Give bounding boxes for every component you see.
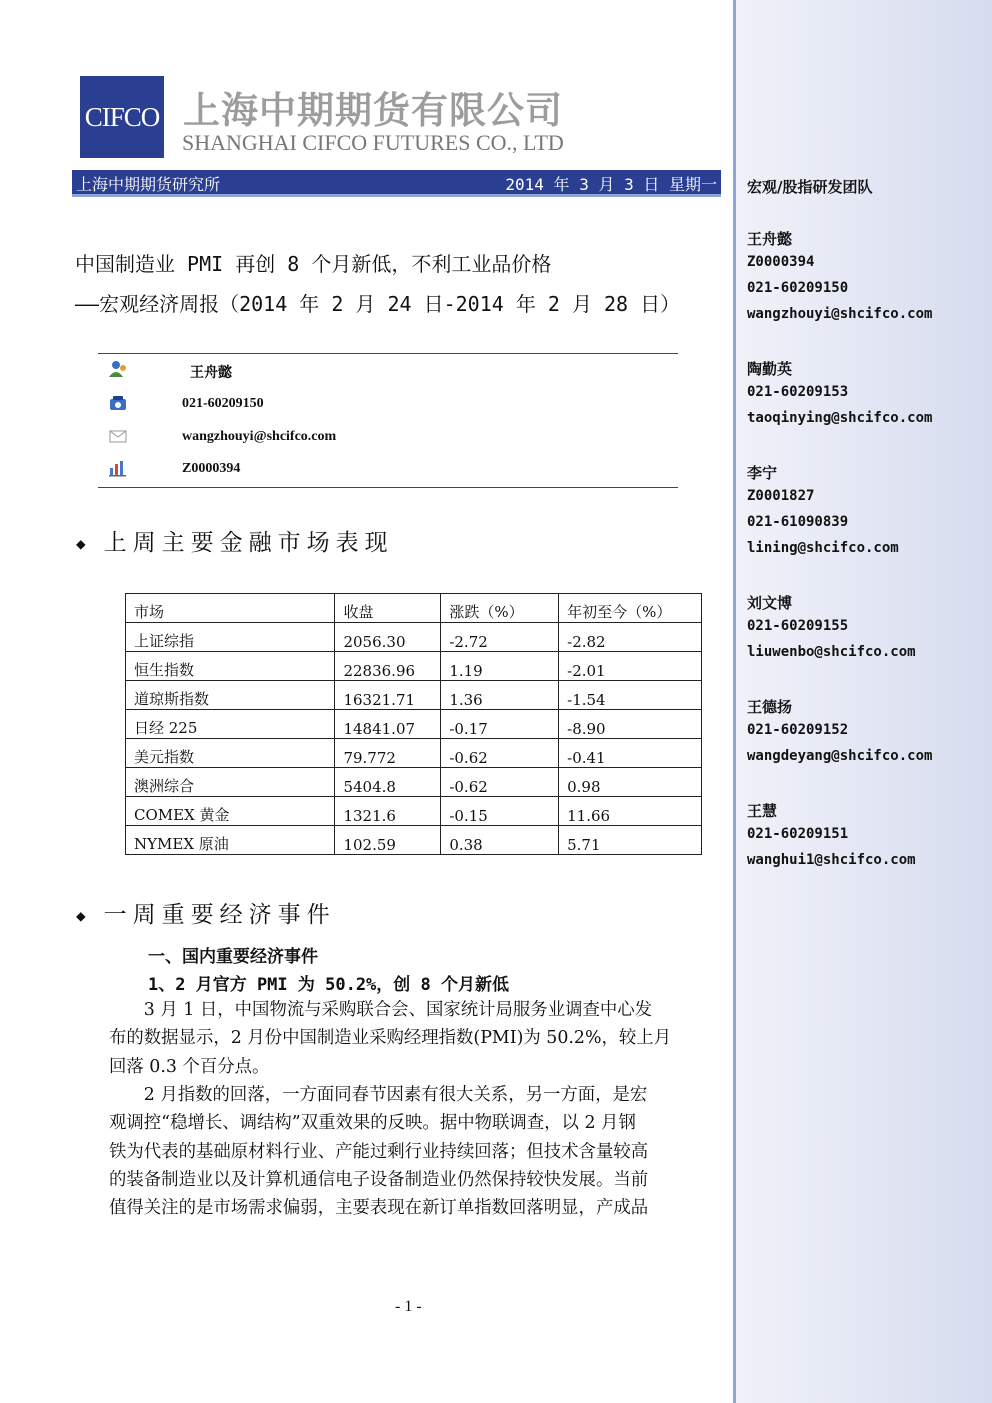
paragraph-line: 的装备制造业以及计算机通信电子设备制造业仍然保持较快发展。当前 [109,1169,649,1190]
author-info-box [98,353,678,488]
table-cell: 102.59 [335,826,441,855]
table-row [126,652,702,681]
paragraph-line: 3 月 1 日，中国物流与采购联合会、国家统计局服务业调查中心发 [109,1000,653,1020]
table-cell: -0.62 [441,739,559,768]
table-cell: 澳洲综合 [126,768,335,797]
table-cell: 恒生指数 [126,652,335,681]
table-row [126,826,702,855]
header-bar [72,170,721,197]
institute-name: 上海中期期货研究所 [76,175,221,194]
table-cell: 2056.30 [335,623,441,652]
sidebar-phone: 021-60209150 [747,280,849,296]
sidebar-member-name: 王舟懿 [747,230,793,248]
table-cell: -2.72 [441,623,559,652]
paragraph-line: 布的数据显示，2 月份中国制造业采购经理指数(PMI)为 50.2%，较上月 [109,1028,672,1049]
table-cell: -0.15 [441,797,559,826]
mail-icon [108,427,128,445]
paragraph-line: 2 月指数的回落，一方面同春节因素有很大关系，另一方面，是宏 [109,1085,648,1105]
table-cell: 1.19 [441,652,559,681]
sidebar-license: Z0000394 [747,254,815,270]
table-cell: 0.38 [441,826,559,855]
table-cell: -8.90 [559,710,702,739]
sidebar-phone: 021-60209152 [747,722,849,738]
pmi-paragraph-1 [109,996,723,1081]
table-cell: 0.98 [559,768,702,797]
table-row [126,681,702,710]
table-cell: -0.62 [441,768,559,797]
sidebar-member-name: 刘文博 [747,594,793,612]
table-header-cell: 年初至今（%） [559,594,702,623]
table-row [126,797,702,826]
sidebar-email[interactable]: wanghui1@shcifco.com [747,852,916,868]
sidebar-member-name: 王慧 [747,802,778,820]
sidebar-email[interactable]: wangdeyang@shcifco.com [747,748,933,764]
table-row [126,768,702,797]
section-events-title: 一周重要经济事件 [103,902,336,928]
report-subtitle: ——宏观经济周报（2014 年 2 月 24 日-2014 年 2 月 28 日） [75,292,681,316]
sidebar-member-name: 陶勤英 [747,360,793,378]
paragraph-line: 铁为代表的基础原材料行业、产能过剩行业持续回落；但技术含量较高 [109,1141,649,1162]
sidebar-team-title: 宏观/股指研发团队 [747,178,873,196]
pmi-event-heading: 1、2 月官方 PMI 为 50.2%，创 8 个月新低 [148,975,509,995]
domestic-events-heading: 一、国内重要经济事件 [148,947,318,967]
paragraph-line: 观调控“稳增长、调结构”双重效果的反映。据中物联调查，以 2 月钢 [109,1113,636,1134]
table-cell: -0.41 [559,739,702,768]
market-table [125,593,702,855]
table-cell: 上证综指 [126,623,335,652]
table-cell: 5404.8 [335,768,441,797]
table-cell: -2.82 [559,623,702,652]
sidebar-member-name: 王德扬 [747,698,793,716]
table-header-cell: 涨跌（%） [441,594,559,623]
table-cell: -0.17 [441,710,559,739]
table-cell: 11.66 [559,797,702,826]
page-number: - 1 - [395,1298,422,1315]
sidebar-email[interactable]: wangzhouyi@shcifco.com [747,306,933,322]
report-date: 2014 年 3 月 3 日 星期一 [505,175,717,194]
author-email[interactable]: wangzhouyi@shcifco.com [182,429,337,444]
table-cell: 日经 225 [126,710,335,739]
table-cell: NYMEX 原油 [126,826,335,855]
section-market-heading [76,524,394,557]
pmi-paragraph-2 [109,1081,723,1222]
table-cell: 16321.71 [335,681,441,710]
sidebar-phone: 021-60209153 [747,384,849,400]
sidebar-email[interactable]: liuwenbo@shcifco.com [747,644,916,660]
author-phone: 021-60209150 [182,396,264,411]
company-name-cn: 上海中期期货有限公司 [183,89,563,132]
person-icon [108,360,128,378]
sidebar-member-name: 李宁 [747,464,778,482]
chart-icon [108,459,128,477]
paragraph-line: 值得关注的是市场需求偏弱，主要表现在新订单指数回落明显，产成品 [109,1198,649,1219]
sidebar-phone: 021-61090839 [747,514,849,530]
table-row [126,739,702,768]
author-name: 王舟懿 [190,366,232,381]
table-cell: 22836.96 [335,652,441,681]
table-header-cell: 市场 [126,594,335,623]
phone-icon [108,394,128,412]
table-cell: COMEX 黄金 [126,797,335,826]
sidebar-license: Z0001827 [747,488,815,504]
table-header-cell: 收盘 [335,594,441,623]
diamond-bullet-icon: ◆ [76,534,86,553]
report-title: 中国制造业 PMI 再创 8 个月新低，不利工业品价格 [75,252,552,276]
table-cell: 14841.07 [335,710,441,739]
table-row [126,710,702,739]
table-cell: 美元指数 [126,739,335,768]
diamond-bullet-icon: ◆ [76,906,86,925]
table-cell: -2.01 [559,652,702,681]
company-logo: CIFCO [80,76,164,158]
company-name-en: SHANGHAI CIFCO FUTURES CO., LTD [182,130,564,155]
table-cell: 1.36 [441,681,559,710]
table-cell: 5.71 [559,826,702,855]
sidebar-phone: 021-60209151 [747,826,849,842]
table-row [126,623,702,652]
table-cell: 道琼斯指数 [126,681,335,710]
section-market-title: 上周主要金融市场表现 [103,530,394,556]
paragraph-line: 回落 0.3 个百分点。 [109,1056,270,1077]
sidebar-email[interactable]: taoqinying@shcifco.com [747,410,933,426]
table-cell: 79.772 [335,739,441,768]
author-license: Z0000394 [182,461,241,476]
table-cell: -1.54 [559,681,702,710]
sidebar-phone: 021-60209155 [747,618,849,634]
table-cell: 1321.6 [335,797,441,826]
sidebar-email[interactable]: lining@shcifco.com [747,540,899,556]
section-events-heading [76,896,336,929]
table-header-row [126,594,702,623]
